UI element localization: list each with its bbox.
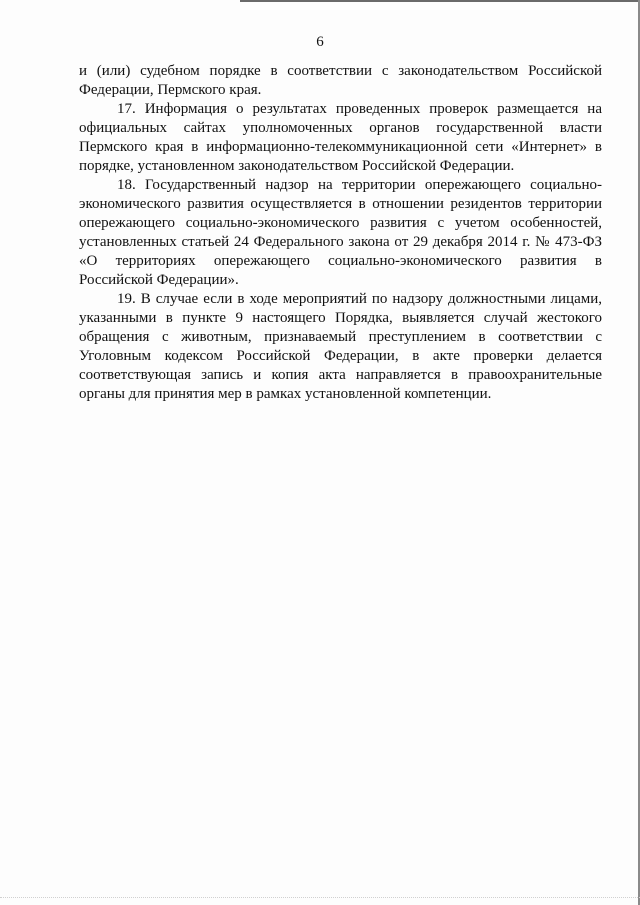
paragraph-17: 17. Информация о результатах проведенных проверок размещается на официальных сайтах уполномоченных органов государственной власти Пермского края в информационно-телекоммуникационной сети «Интернет» в порядке, установленном законодательством Российской Федерации. <box>79 101 602 174</box>
document-body <box>79 62 602 404</box>
paragraph-19: 19. В случае если в ходе мероприятий по надзору должностными лицами, указанными в пункте 9 настоящего Порядка, выявляется случай жестокого обращения с животным, признаваемый преступлением в соответствии с Уголовным кодексом Российской Федерации, в акте проверки делается соответствующая запись и копия акта направляется в правоохранительные органы для принятия мер в рамках установленной компетенции. <box>79 291 602 402</box>
paragraph-continuation: и (или) судебном порядке в соответствии с законодательством Российской Федерации, Пермского края. <box>79 63 602 98</box>
paragraph-18: 18. Государственный надзор на территории опережающего социально-экономического развития осуществляется в отношении резидентов территории опережающего социально-экономического развития с учетом особенностей, установленных статьей 24 Федерального закона от 29 декабря 2014 г. № 473-ФЗ «О территориях опережающего социально-экономического развития в Российской Федерации». <box>79 177 602 288</box>
scan-top-edge <box>240 0 640 2</box>
page-number: 6 <box>316 34 324 50</box>
scan-bottom-noise <box>0 897 640 899</box>
